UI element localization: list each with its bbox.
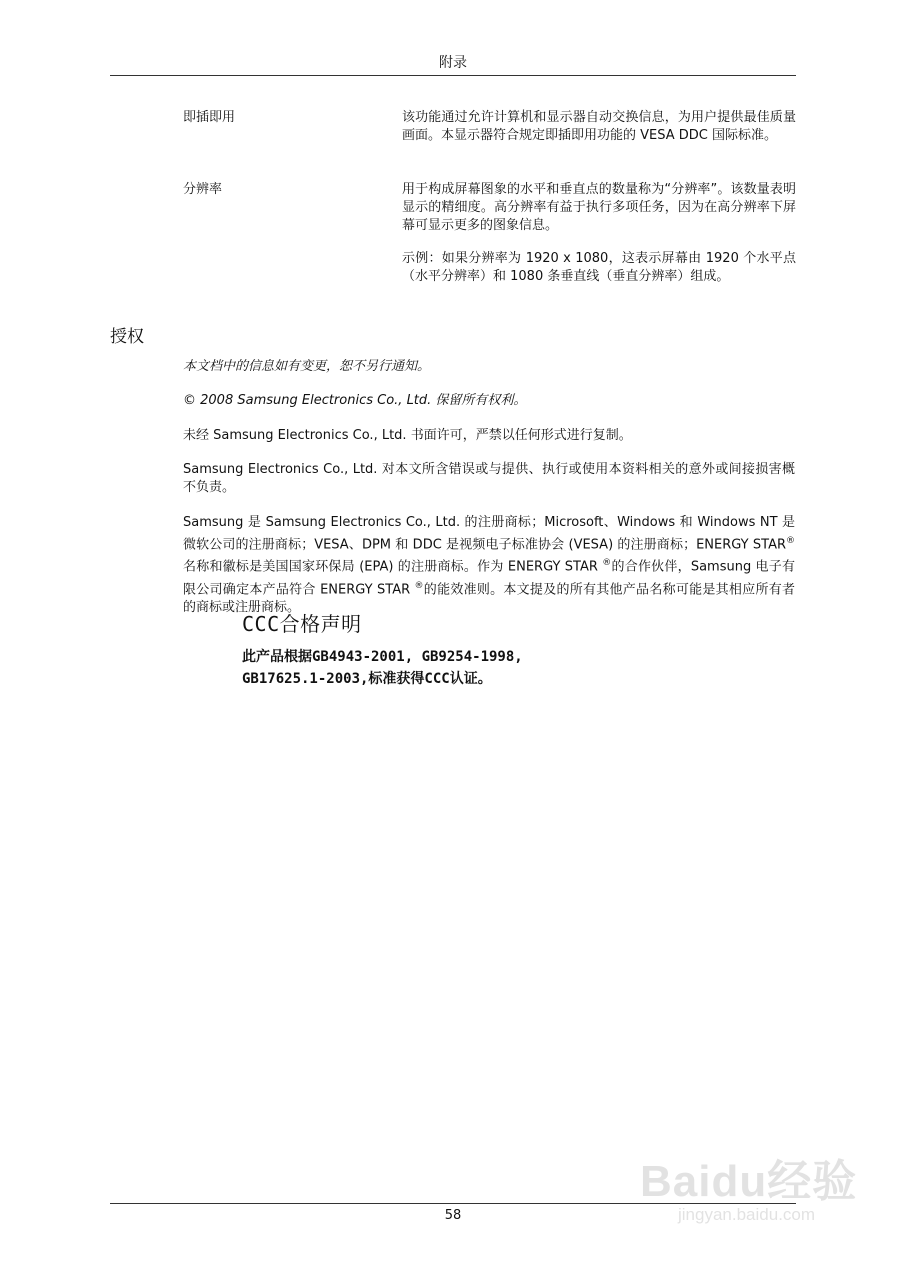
trademark-paragraph	[183, 514, 795, 617]
reproduction-notice: 未经 Samsung Electronics Co., Ltd. 书面许可，严禁以任何形式进行复制。	[183, 428, 632, 443]
watermark-url: jingyan.baidu.com	[678, 1205, 816, 1224]
trademark-text-3: 的合作伙伴，Samsung 电子有限公司确定本产品符合 ENERGY STAR	[183, 559, 795, 597]
trademark-text-4: 的能效准则。本文提及的所有其他产品名称可能是其相应所有者的商标或注册商标。	[183, 581, 795, 615]
trademark-text-2: 名称和徽标是美国国家环保局 (EPA) 的注册商标。作为 ENERGY STAR	[183, 559, 603, 575]
ccc-declaration-line-2: GB17625.1-2003,标准获得CCC认证。	[242, 671, 492, 687]
change-notice: 本文档中的信息如有变更，恕不另行通知。	[183, 359, 431, 374]
page-number: 58	[444, 1208, 462, 1223]
baidu-watermark	[640, 1145, 880, 1265]
ccc-declaration-title: CCC合格声明	[242, 612, 362, 636]
definition-desc-resolution: 用于构成屏幕图象的水平和垂直点的数量称为“分辨率”。该数量表明显示的精细度。高分辨率有益于执行多项任务，因为在高分辨率下屏幕可显示更多的图象信息。	[402, 182, 796, 233]
section-title-license: 授权	[110, 327, 144, 347]
definition-example-resolution: 示例：如果分辨率为 1920 x 1080，这表示屏幕由 1920 个水平点（水平分辨率）和 1080 条垂直线（垂直分辨率）组成。	[402, 251, 796, 284]
copyright-line: © 2008 Samsung Electronics Co., Ltd. 保留所有权利。	[183, 393, 527, 408]
header-divider	[110, 75, 796, 76]
liability-disclaimer: Samsung Electronics Co., Ltd. 对本文所含错误或与提供、执行或使用本资料相关的意外或间接损害概不负责。	[183, 462, 795, 495]
registered-mark: ®	[414, 580, 424, 591]
ccc-declaration-line-1: 此产品根据GB4943-2001, GB9254-1998,	[242, 649, 523, 665]
trademark-text-1: Samsung 是 Samsung Electronics Co., Ltd. 的注册商标；Microsoft、Windows 和 Windows NT 是微软公司的注册商标；VESA、DPM 和 DDC 是视频电子标准协会 (VESA) 的注册商标；ENERGY STAR	[183, 515, 795, 553]
registered-mark: ®	[602, 558, 612, 569]
definition-term-resolution: 分辨率	[183, 182, 223, 197]
page-header-title: 附录	[439, 55, 467, 71]
definition-term-plug-and-play: 即插即用	[183, 110, 236, 125]
watermark-logo-text: Baidu经验	[640, 1157, 858, 1206]
registered-mark: ®	[786, 536, 795, 546]
definition-desc-plug-and-play: 该功能通过允许计算机和显示器自动交换信息，为用户提供最佳质量画面。本显示器符合规定即插即用功能的 VESA DDC 国际标准。	[402, 110, 796, 143]
